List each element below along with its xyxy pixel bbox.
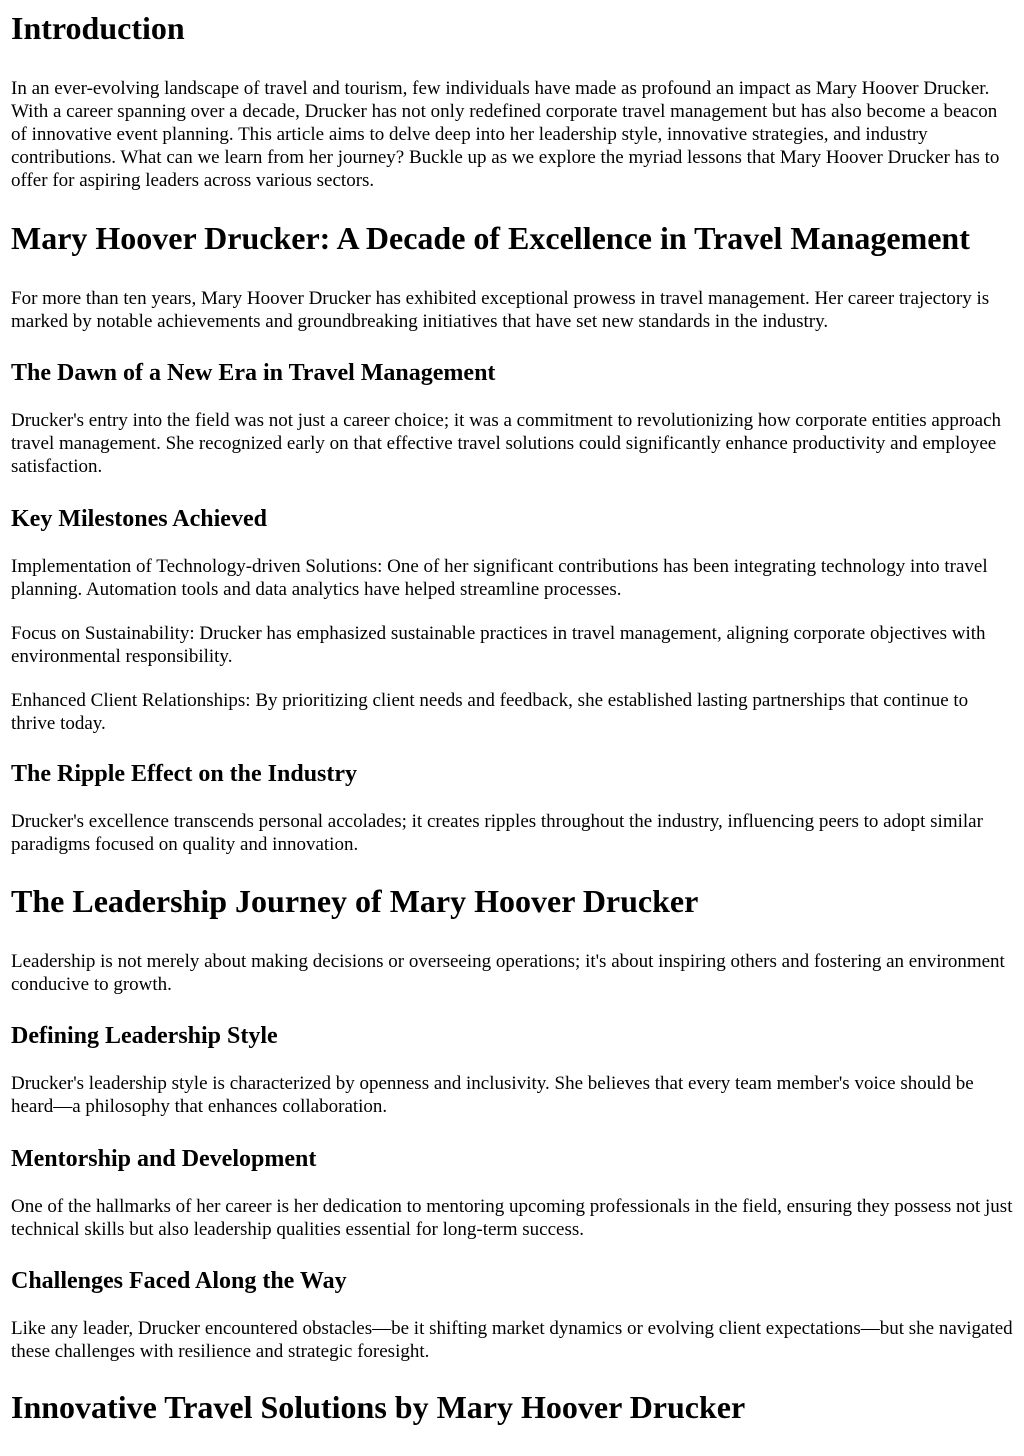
subheading-mentorship: Mentorship and Development xyxy=(11,1146,317,1172)
milestone-sustainability-paragraph: Focus on Sustainability: Drucker has emphasized sustainable practices in travel management, aligning corporate objectives with environmental responsibility. xyxy=(11,623,986,667)
subheading-defining-leadership-style: Defining Leadership Style xyxy=(11,1023,278,1049)
ripple-paragraph: Drucker's excellence transcends personal accolades; it creates ripples throughout the industry, influencing peers to adopt similar paradigms focused on quality and innovation. xyxy=(11,811,983,855)
section-heading-decade-of-excellence: Mary Hoover Drucker: A Decade of Excellence in Travel Management xyxy=(11,220,970,256)
section-heading-introduction: Introduction xyxy=(11,10,185,46)
section-heading-innovative-solutions: Innovative Travel Solutions by Mary Hoover Drucker xyxy=(11,1389,746,1425)
mentorship-paragraph: One of the hallmarks of her career is her dedication to mentoring upcoming professionals in the field, ensuring they possess not just technical skills but also leadership qualities essential for long-term success. xyxy=(11,1196,1013,1240)
subheading-ripple-effect: The Ripple Effect on the Industry xyxy=(11,761,358,787)
dawn-paragraph: Drucker's entry into the field was not just a career choice; it was a commitment to revolutionizing how corporate entities approach travel management. She recognized early on that effective travel solutions could significantly enhance productivity and employee satisfaction. xyxy=(11,410,1002,477)
challenges-paragraph: Like any leader, Drucker encountered obstacles—be it shifting market dynamics or evolving client expectations—but she navigated these challenges with resilience and strategic foresight. xyxy=(11,1318,1013,1362)
milestone-technology-paragraph: Implementation of Technology-driven Solutions: One of her significant contributions has been integrating technology into travel planning. Automation tools and data analytics have helped streamline processes. xyxy=(11,556,988,600)
leadership-intro-paragraph: Leadership is not merely about making decisions or overseeing operations; it's about inspiring others and fostering an environment conducive to growth. xyxy=(11,951,1005,995)
subheading-key-milestones: Key Milestones Achieved xyxy=(11,506,267,532)
subheading-challenges: Challenges Faced Along the Way xyxy=(11,1268,347,1294)
article xyxy=(0,10,1024,1426)
milestone-client-relationships-paragraph: Enhanced Client Relationships: By prioritizing client needs and feedback, she established lasting partnerships that continue to thrive today. xyxy=(11,690,969,734)
decade-intro-paragraph: For more than ten years, Mary Hoover Drucker has exhibited exceptional prowess in travel management. Her career trajectory is marked by notable achievements and groundbreaking initiatives that have set new standards in the industry. xyxy=(11,288,990,332)
leadership-style-paragraph: Drucker's leadership style is characterized by openness and inclusivity. She believes that every team member's voice should be heard—a philosophy that enhances collaboration. xyxy=(11,1073,974,1117)
intro-paragraph: In an ever-evolving landscape of travel and tourism, few individuals have made as profound an impact as Mary Hoover Drucker. With a career spanning over a decade, Drucker has not only redefined corporate travel management but has also become a beacon of innovative event planning. This article aims to delve deep into her leadership style, innovative strategies, and industry contributions. What can we learn from her journey? Buckle up as we explore the myriad lessons that Mary Hoover Drucker has to offer for aspiring leaders across various sectors. xyxy=(11,78,1000,191)
subheading-dawn-of-new-era: The Dawn of a New Era in Travel Management xyxy=(11,360,496,386)
section-heading-leadership-journey: The Leadership Journey of Mary Hoover Drucker xyxy=(11,883,699,919)
